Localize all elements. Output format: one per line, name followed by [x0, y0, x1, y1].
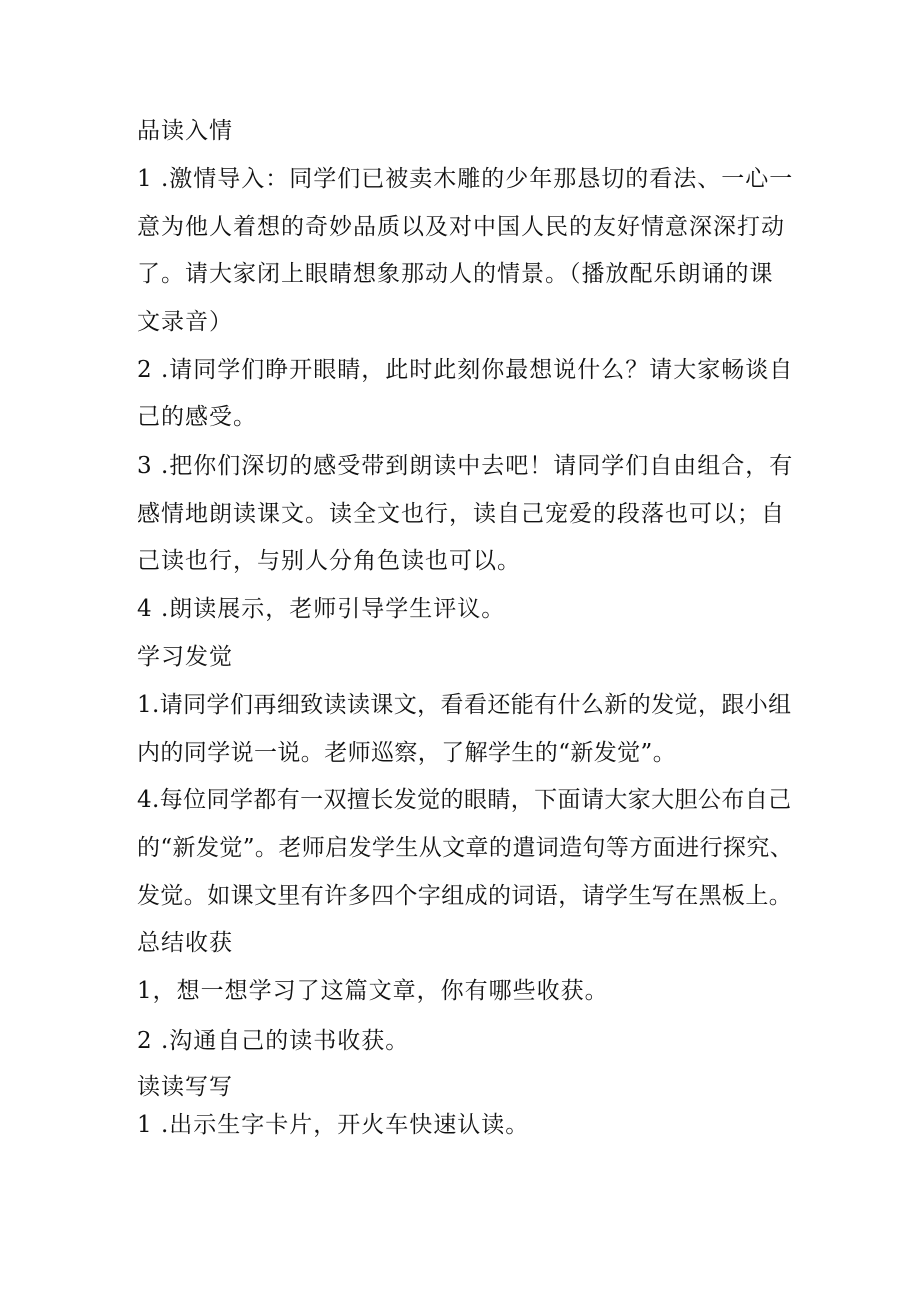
paragraph-line: 1，想一想学习了这篇文章，你有哪些收获。	[137, 978, 609, 1004]
paragraph-line: 发觉。如课文里有许多四个字组成的词语，请学生写在黑板上。	[137, 883, 793, 909]
paragraph-line: 己读也行，与别人分角色读也可以。	[137, 548, 521, 574]
paragraph-line: 2 .请同学们睁开眼睛，此时此刻你最想说什么？请大家畅谈自	[137, 357, 794, 383]
paragraph-line: 内的同学说一说。老师巡察，了解学生的“新发觉”。	[137, 740, 677, 766]
paragraph-line: 1 .激情导入：同学们已被卖木雕的少年那恳切的看法、一心一	[137, 166, 794, 192]
paragraph-line: 意为他人着想的奇妙品质以及对中国人民的友好情意深深打动	[137, 214, 785, 240]
paragraph-line: 了。请大家闭上眼睛想象那动人的情景。（播放配乐朗诵的课	[137, 261, 774, 287]
paragraph-line: 2 .沟通自己的读书收获。	[137, 1028, 410, 1054]
paragraph-line: 感情地朗读课文。读全文也行，读自己宠爱的段落也可以；自	[137, 501, 785, 527]
section-heading: 总结收获	[137, 930, 233, 956]
paragraph-line: 的“新发觉”。老师启发学生从文章的遣词造句等方面进行探究、	[137, 835, 794, 861]
paragraph-line: 4.每位同学都有一双擅长发觉的眼睛，下面请大家大胆公布自己	[137, 787, 792, 813]
section-heading: 品读入情	[137, 118, 233, 144]
paragraph-line: 己的感受。	[137, 404, 257, 430]
paragraph-line: 1 .出示生字卡片，开火车快速认读。	[137, 1112, 530, 1138]
paragraph-line: 1.请同学们再细致读读课文，看看还能有什么新的发觉，跟小组	[137, 692, 792, 718]
paragraph-line: 4 .朗读展示，老师引导学生评议。	[137, 596, 506, 622]
section-heading: 读读写写	[137, 1074, 233, 1100]
paragraph-line: 3 .把你们深切的感受带到朗读中去吧！请同学们自由组合，有	[137, 453, 794, 479]
section-heading: 学习发觉	[137, 644, 233, 670]
paragraph-line: 文录音）	[137, 309, 233, 335]
